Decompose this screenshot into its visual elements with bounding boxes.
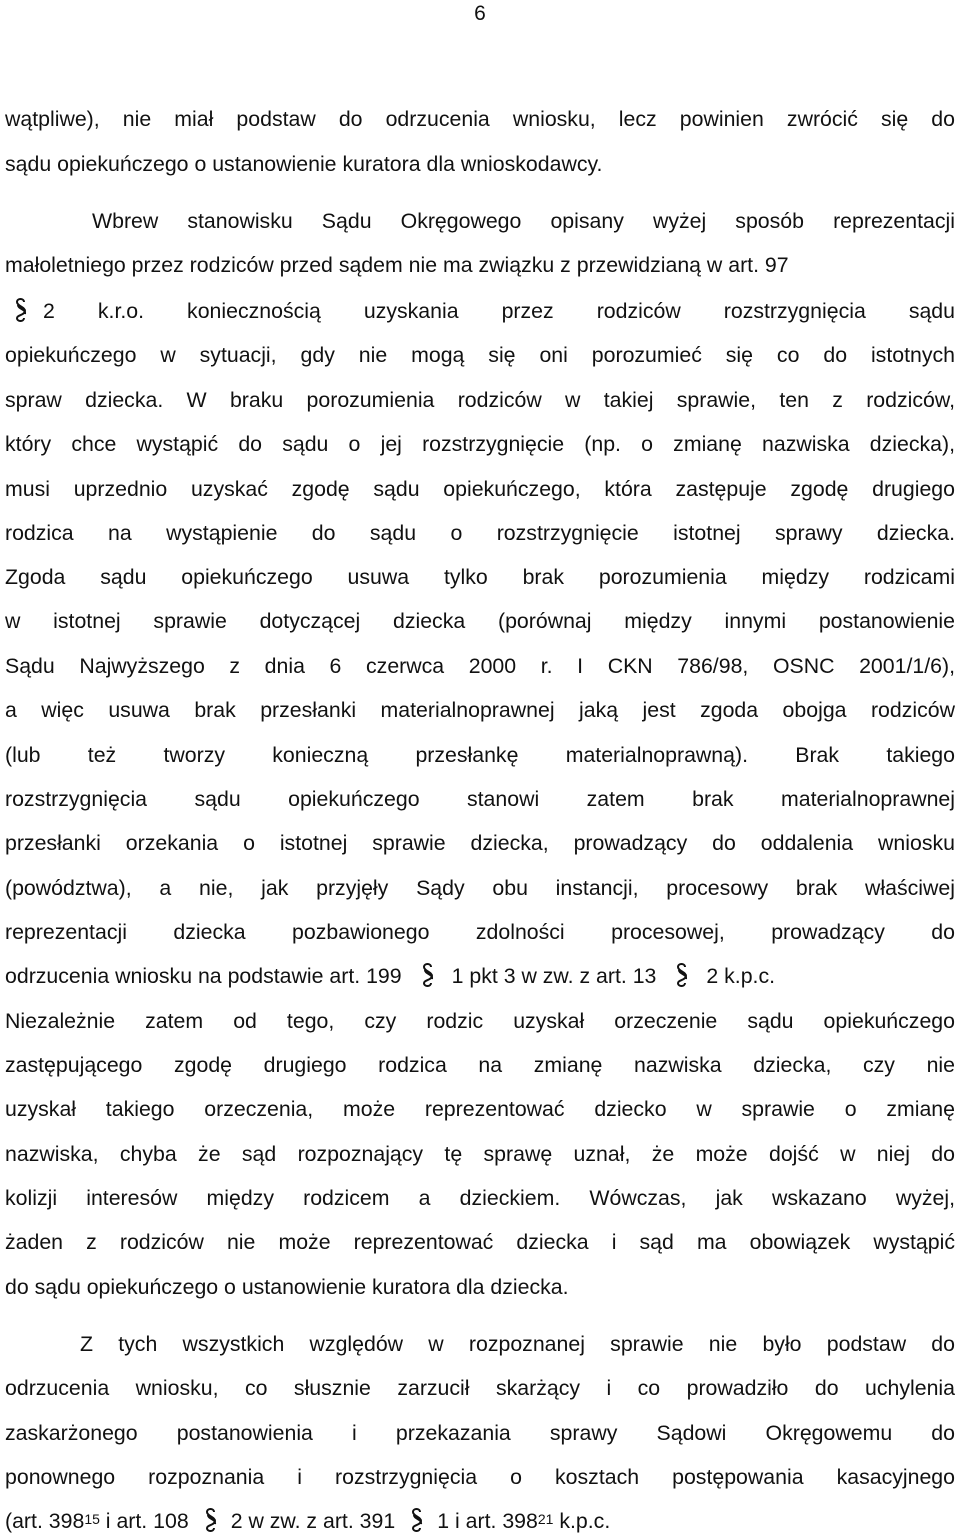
- text-line: który chce wystąpić do sądu o jej rozstrzygnięcie (np. o zmianę nazwiska dziecka),: [5, 432, 955, 456]
- text-line: Zgoda sądu opiekuńczego usuwa tylko brak porozumienia między rodzicami: [5, 565, 955, 589]
- text-line: rodzica na wystąpienie do sądu o rozstrzygnięcie istotnej sprawy dziecka.: [5, 521, 955, 545]
- text-line: Niezależnie zatem od tego, czy rodzic uzyskał orzeczenie sądu opiekuńczego: [5, 1009, 955, 1033]
- text-line: żaden z rodziców nie może reprezentować dziecka i sąd ma obowiązek wystąpić: [5, 1230, 955, 1254]
- text-line: ponownego rozpoznania i rozstrzygnięcia o kosztach postępowania kasacyjnego: [5, 1465, 955, 1489]
- text-line-content: k.p.c.: [553, 1509, 611, 1533]
- text-line: a więc usuwa brak przesłanki materialnoprawnej jaką jest zgoda obojga rodziców: [5, 698, 955, 722]
- text-line: (powództwa), a nie, jak przyjęły Sądy obu instancji, procesowy brak właściwej: [5, 876, 955, 900]
- text-line: opiekuńczego w sytuacji, gdy nie mogą się oni porozumieć się co do istotnych: [5, 343, 955, 367]
- text-line: do sądu opiekuńczego o ustanowienie kuratora dla dziecka.: [5, 1275, 569, 1299]
- text-line: małoletniego przez rodziców przed sądem nie ma związku z przewidzianą w art. 97: [5, 253, 789, 277]
- text-line: nazwiska, chyba że sąd rozpoznający tę sprawę uznał, że może dojść w niej do: [5, 1142, 955, 1166]
- text-line: kolizji interesów między rodzicem a dzieckiem. Wówczas, jak wskazano wyżej,: [5, 1186, 955, 1210]
- text-line: rozstrzygnięcia sądu opiekuńczego stanowi zatem brak materialnoprawnej: [5, 787, 955, 811]
- section-sign-icon: [418, 962, 438, 990]
- text-line: przesłanki orzekania o istotnej sprawie dziecka, prowadzący do oddalenia wniosku: [5, 831, 955, 855]
- text-line: odrzucenia wniosku, co słusznie zarzucił skarżący i co prowadziło do uchylenia: [5, 1376, 955, 1400]
- text-line-content: 2 w zw. z art. 391: [230, 1509, 396, 1533]
- section-sign-icon: [201, 1507, 221, 1535]
- text-line: Wbrew stanowisku Sądu Okręgowego opisany wyżej sposób reprezentacji: [92, 209, 955, 233]
- text-line: (lub też tworzy konieczną przesłankę materialnoprawną). Brak takiego: [5, 743, 955, 767]
- text-line-content: i art. 108: [99, 1509, 189, 1533]
- text-line-content: 2 k.r.o. koniecznością uzyskania przez rodziców rozstrzygnięcia sądu: [43, 299, 955, 323]
- text-line: [5, 297, 955, 325]
- section-sign-icon: [11, 297, 31, 325]
- text-line: Sądu Najwyższego z dnia 6 czerwca 2000 r. I CKN 786/98, OSNC 2001/1/6),: [5, 654, 955, 678]
- text-line-content: 1 i art. 398: [437, 1509, 538, 1533]
- text-line: sądu opiekuńczego o ustanowienie kuratora dla wnioskodawcy.: [5, 152, 603, 176]
- text-line-content: 1 pkt 3 w zw. z art. 13: [451, 964, 657, 988]
- text-line: zastępującego zgodę drugiego rodzica na zmianę nazwiska dziecka, czy nie: [5, 1053, 955, 1077]
- section-sign-icon: [407, 1507, 427, 1535]
- text-line-content: 2 k.p.c.: [706, 964, 776, 988]
- text-line: Z tych wszystkich względów w rozpoznanej sprawie nie było podstaw do: [80, 1332, 955, 1356]
- page-number: 6: [474, 2, 486, 25]
- text-line: wątpliwe), nie miał podstaw do odrzucenia wniosku, lecz powinien zwrócić się do: [5, 107, 955, 131]
- text-line: spraw dziecka. W braku porozumienia rodziców w takiej sprawie, ten z rodziców,: [5, 388, 955, 412]
- section-sign-icon: [672, 962, 692, 990]
- text-line: [5, 962, 955, 990]
- text-line: musi uprzednio uzyskać zgodę sądu opiekuńczego, która zastępuje zgodę drugiego: [5, 477, 955, 501]
- text-line: (art. 398 $^{15}$ i art. 108 2 w zw. z art. 391 1 i art. 398 $^{21}$ k.p.c.: [5, 1509, 611, 1533]
- text-line-content: odrzucenia wniosku na podstawie art. 199: [5, 964, 402, 988]
- text-line: uzyskał takiego orzeczenia, może reprezentować dziecko w sprawie o zmianę: [5, 1097, 955, 1121]
- text-line: reprezentacji dziecka pozbawionego zdolności procesowej, prowadzący do: [5, 920, 955, 944]
- text-line: zaskarżonego postanowienia i przekazania sprawy Sądowi Okręgowemu do: [5, 1421, 955, 1445]
- text-line: w istotnej sprawie dotyczącej dziecka (porównaj między innymi postanowienie: [5, 609, 955, 633]
- text-line-content: (art. 398: [5, 1509, 85, 1533]
